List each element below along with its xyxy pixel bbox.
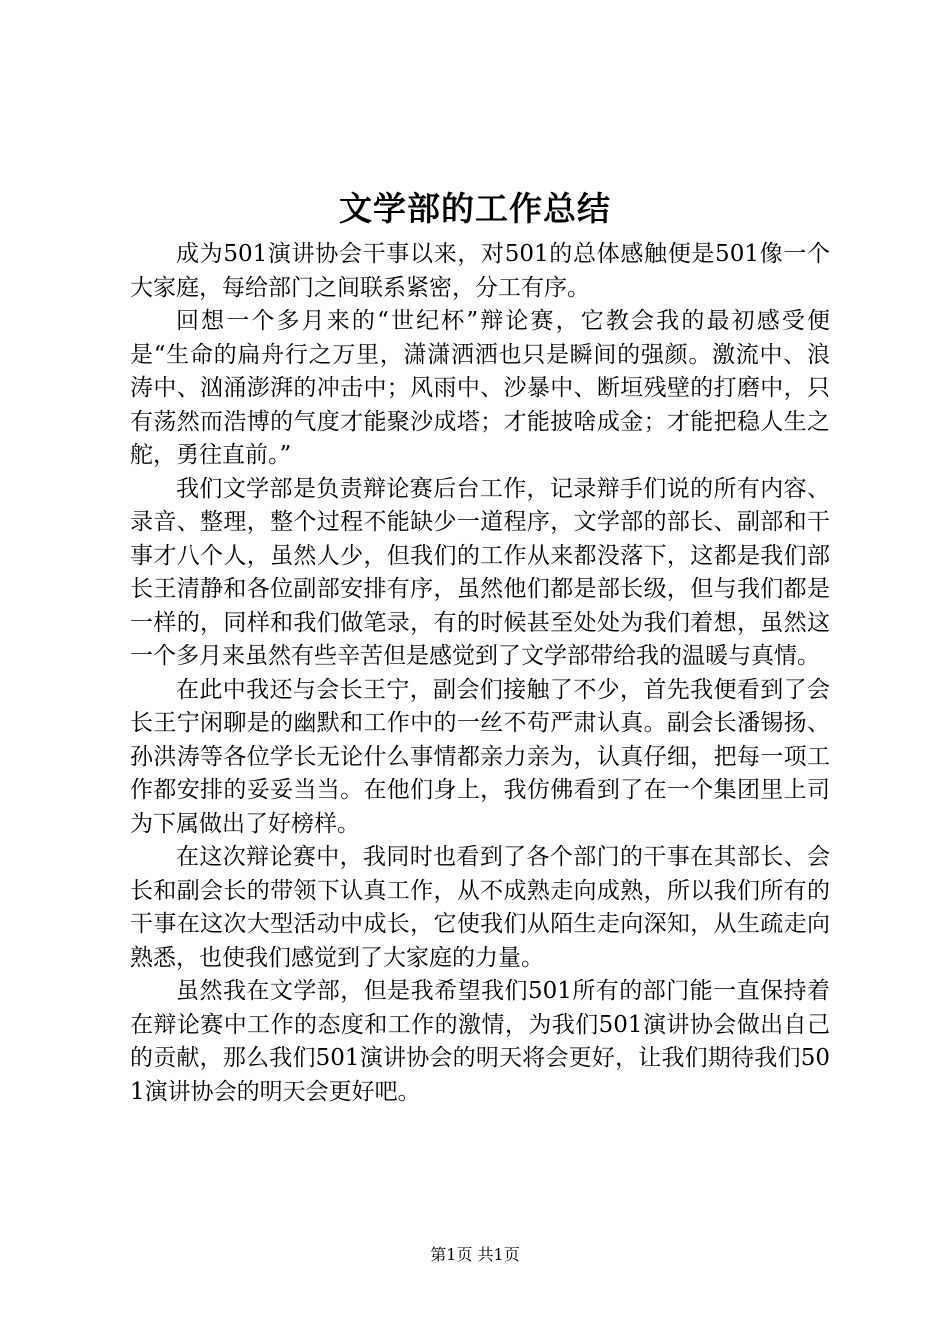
paragraph-3: 我们文学部是负责辩论赛后台工作，记录辩手们说的所有内容、录音、整理，整个过程不能缺少一道程序，文学部的部长、副部和干事才八个人，虽然人少，但我们的工作从来都没落下，这都是我们部长王清静和各位副部安排有序，虽然他们都是部长级，但与我们都是一样的，同样和我们做笔录，有的时候甚至处处为我们着想，虽然这一个多月来虽然有些辛苦但是感觉到了文学部带给我的温暖与真情。: [130, 475, 830, 669]
document-body: [130, 238, 830, 1109]
document-title: 文学部的工作总结: [339, 189, 611, 228]
paragraph-5: 在这次辩论赛中，我同时也看到了各个部门的干事在其部长、会长和副会长的带领下认真工作，从不成熟走向成熟，所以我们所有的干事在这次大型活动中成长，它使我们从陌生走向深知，从生疏走向熟悉，也使我们感觉到了大家庭的力量。: [130, 844, 830, 971]
page-number-footer: 第1页 共1页: [430, 1245, 520, 1264]
paragraph-2: 回想一个多月来的“世纪杯”辩论赛，它教会我的最初感受便是“生命的扁舟行之万里，潇潇洒洒也只是瞬间的强颜。激流中、浪涛中、汹涌澎湃的冲击中；风雨中、沙暴中、断垣残壁的打磨中，只有荡然而浩博的气度才能聚沙成塔；才能披啥成金；才能把稳人生之舵，勇往直前。”: [130, 308, 830, 468]
paragraph-1: 成为501演讲协会干事以来，对501的总体感触便是501像一个大家庭，每给部门之间联系紧密，分工有序。: [130, 241, 830, 301]
paragraph-4: 在此中我还与会长王宁，副会们接触了不少，首先我便看到了会长王宁闲聊是的幽默和工作中的一丝不苟严肃认真。副会长潘锡扬、孙洪涛等各位学长无论什么事情都亲力亲为，认真仔细，把每一项工作都安排的妥妥当当。在他们身上，我仿佛看到了在一个集团里上司为下属做出了好榜样。: [130, 676, 830, 837]
paragraph-6: 虽然我在文学部，但是我希望我们501所有的部门能一直保持着在辩论赛中工作的态度和工作的激情，为我们501演讲协会做出自己的贡献，那么我们501演讲协会的明天将会更好，让我们期待我们501演讲协会的明天会更好吧。: [130, 978, 830, 1105]
